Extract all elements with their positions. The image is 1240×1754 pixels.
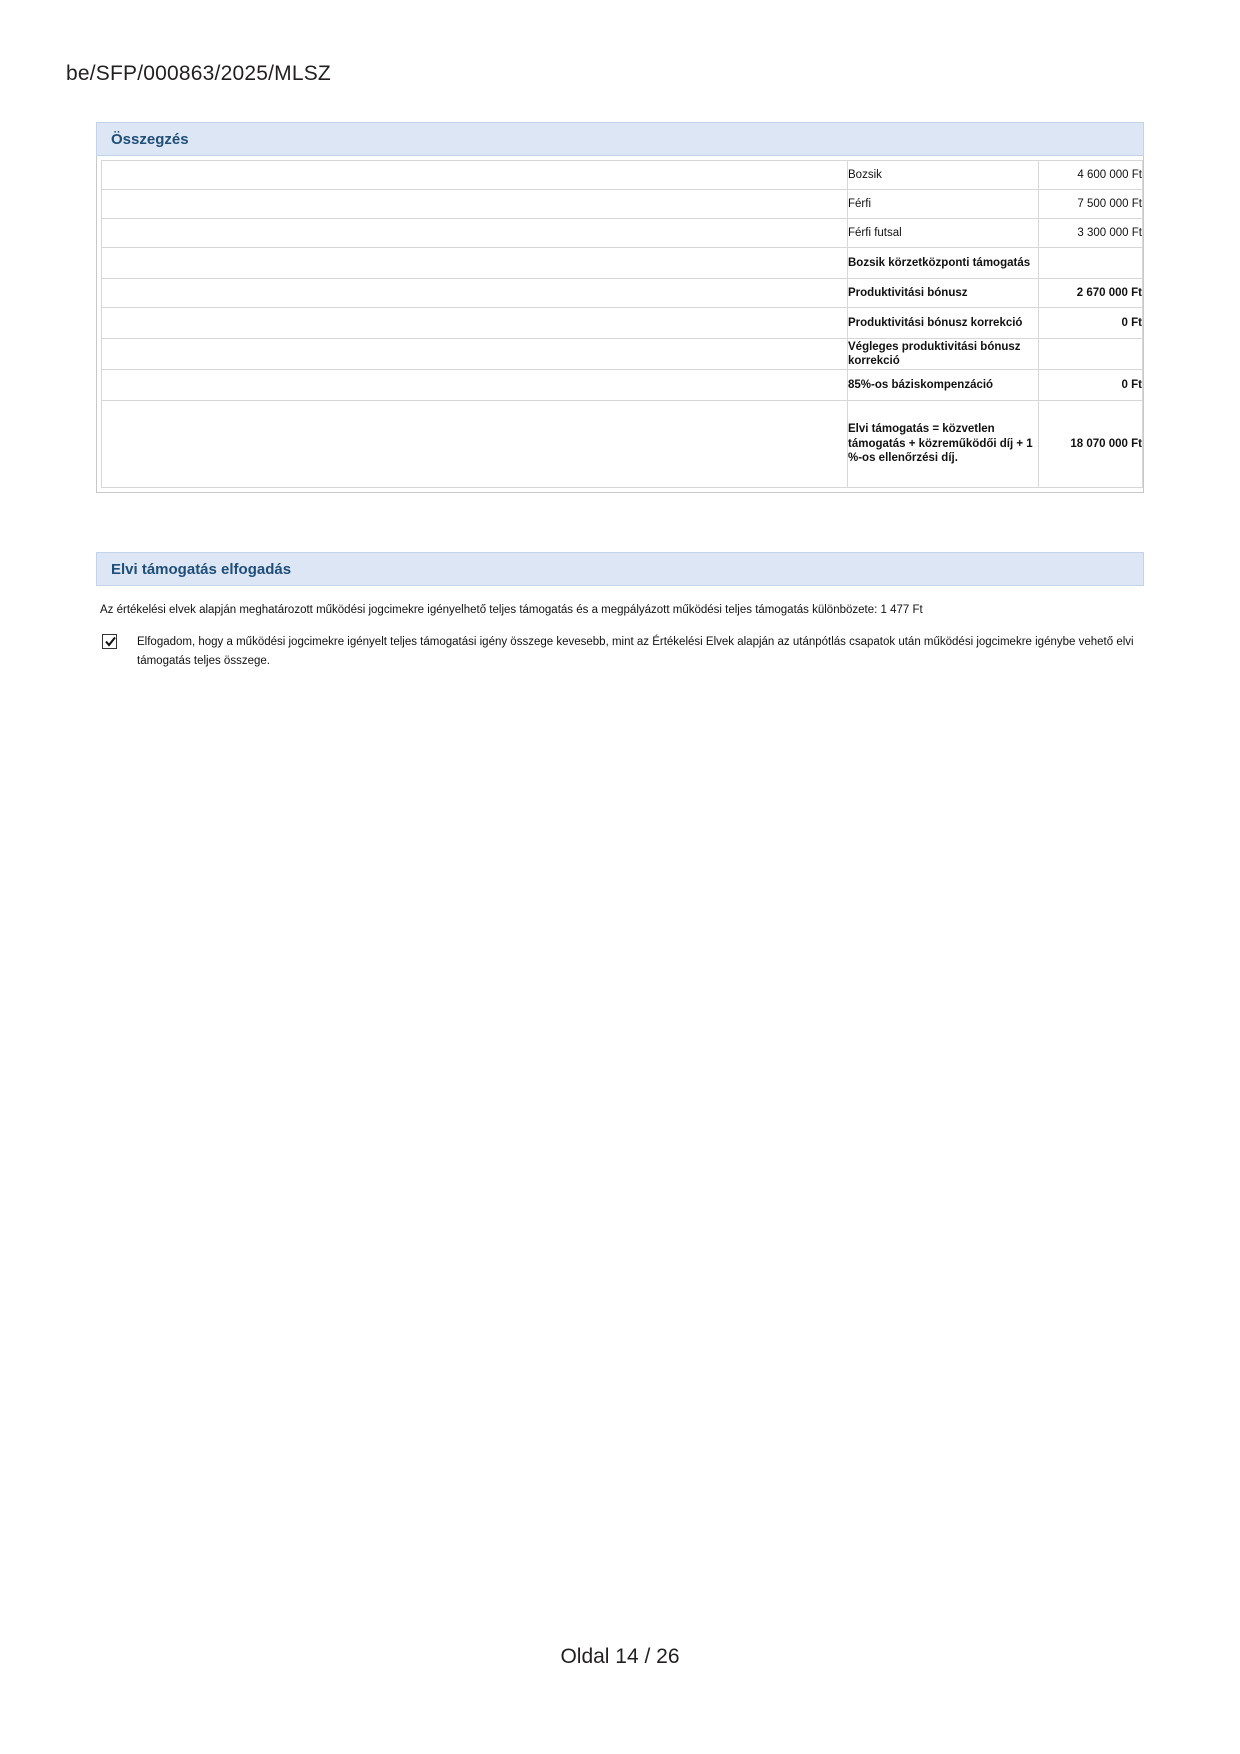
acceptance-section	[96, 552, 1144, 670]
table-row	[102, 370, 1143, 401]
table-row	[102, 308, 1143, 339]
summary-row-value: 3 300 000 Ft	[1039, 219, 1143, 248]
summary-row-value: 4 600 000 Ft	[1039, 161, 1143, 190]
summary-table	[101, 160, 1143, 488]
summary-row-label: Bozsik	[848, 161, 1039, 190]
summary-row-spacer	[102, 161, 848, 190]
acceptance-checkbox-row	[100, 633, 1140, 670]
summary-row-value: 2 670 000 Ft	[1039, 279, 1143, 308]
summary-row-spacer	[102, 279, 848, 308]
checkmark-icon	[104, 635, 117, 648]
summary-row-label: 85%-os báziskompenzáció	[848, 370, 1039, 401]
acceptance-section-title: Elvi támogatás elfogadás	[96, 552, 1144, 586]
summary-row-label: Produktivitási bónusz korrekció	[848, 308, 1039, 339]
summary-row-label: Produktivitási bónusz	[848, 279, 1039, 308]
summary-row-value	[1039, 248, 1143, 279]
table-row	[102, 219, 1143, 248]
acceptance-body	[96, 586, 1144, 670]
table-row	[102, 401, 1143, 488]
summary-row-label: Férfi	[848, 190, 1039, 219]
summary-section-title: Összegzés	[96, 122, 1144, 156]
summary-row-value: 18 070 000 Ft	[1039, 401, 1143, 488]
table-row	[102, 248, 1143, 279]
table-row	[102, 161, 1143, 190]
acceptance-note: Az értékelési elvek alapján meghatározott működési jogcimekre igényelhető teljes támogatás és a megpályázott működési teljes támogatás különbözete: 1 477 Ft	[100, 604, 923, 616]
summary-row-label: Bozsik körzetközponti támogatás	[848, 248, 1039, 279]
summary-row-value	[1039, 339, 1143, 370]
summary-row-spacer	[102, 370, 848, 401]
summary-row-value: 7 500 000 Ft	[1039, 190, 1143, 219]
page-footer: Oldal 14 / 26	[560, 1645, 680, 1668]
acceptance-checkbox[interactable]	[102, 634, 117, 649]
summary-row-label: Végleges produktivitási bónusz korrekció	[848, 339, 1039, 370]
summary-row-label: Férfi futsal	[848, 219, 1039, 248]
document-reference: be/SFP/000863/2025/MLSZ	[66, 62, 331, 85]
summary-row-spacer	[102, 339, 848, 370]
summary-row-spacer	[102, 308, 848, 339]
summary-row-spacer	[102, 401, 848, 488]
table-row	[102, 190, 1143, 219]
summary-row-spacer	[102, 219, 848, 248]
summary-section	[96, 122, 1144, 493]
acceptance-checkbox-label: Elfogadom, hogy a működési jogcimekre igényelt teljes támogatási igény összege kevesebb, mint az Értékelési Elvek alapján az utánpótlás csapatok után működési jogcimekre igénybe vehető elvi támogatás teljes összege.	[137, 636, 1134, 667]
summary-row-spacer	[102, 190, 848, 219]
summary-row-label: Elvi támogatás = közvetlen támogatás + közreműködői díj + 1 %-os ellenőrzési díj.	[848, 401, 1039, 488]
table-row	[102, 279, 1143, 308]
summary-row-value: 0 Ft	[1039, 370, 1143, 401]
summary-row-value: 0 Ft	[1039, 308, 1143, 339]
summary-row-spacer	[102, 248, 848, 279]
summary-table-container	[96, 156, 1144, 493]
table-row	[102, 339, 1143, 370]
